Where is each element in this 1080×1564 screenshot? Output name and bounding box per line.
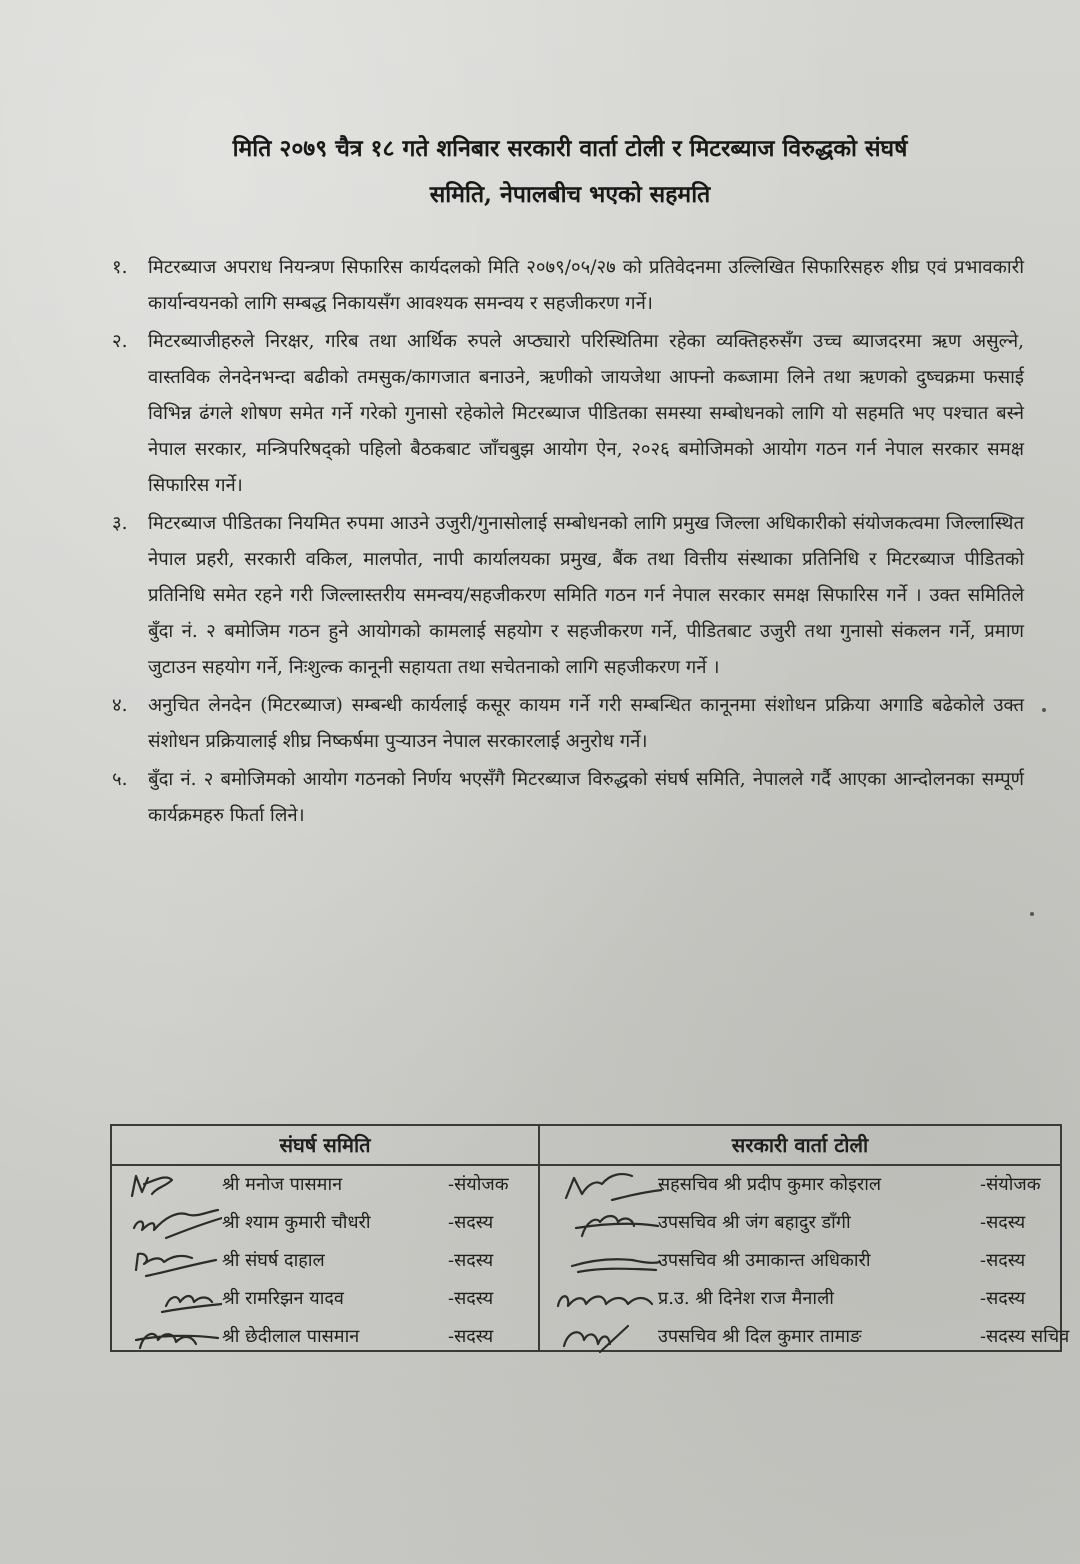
point-number: ३. [112,513,128,534]
signatory-name: उपसचिव श्री दिल कुमार तामाङ [658,1326,862,1347]
government-team-heading: सरकारी वार्ता टोली [540,1126,1060,1166]
point-text: मिटरब्याज पीडितका नियमित रुपमा आउने उजुरी/गुनासोलाई सम्बोधनको लागि प्रमुख जिल्ला अधिकारीको संयोजकत्वमा जिल्लास्थित नेपाल प्रहरी, सरकारी वकिल, मालपोत, नापी कार्यालयका प्रमुख, बैंक तथा वित्तीय संस्थाका प्रतिनिधि र मिटरब्याज पीडितको प्रतिनिधि समेत रहने गरी जिल्लास्तरीय समन्वय/सहजीकरण समिति गठन गर्न नेपाल सरकार समक्ष सिफारिस गर्ने । उक्त समितिले बुँदा नं. २ बमोजिम गठन हुने आयोगको कामलाई सहयोग र सहजीकरण गर्ने, पीडितबाट उजुरी तथा गुनासो संकलन गर्ने, प्रमाण जुटाउन सहयोग गर्ने, निःशुल्क कानूनी सहायता तथा सचेतनाको लागि सहजीकरण गर्ने । [148,513,1024,678]
signatory-row [540,1280,1060,1318]
signatory-row [112,1280,538,1318]
signatory-name: उपसचिव श्री उमाकान्त अधिकारी [658,1250,871,1271]
handwritten-signature [126,1208,222,1240]
signatory-name: श्री संघर्ष दाहाल [222,1250,325,1271]
title-line-2: समिति, नेपालबीच भएको सहमति [429,181,711,208]
signatory-role: -सदस्य [980,1288,1026,1309]
signatory-role: -सदस्य सचिव [980,1326,1070,1347]
agreement-points [112,250,1024,836]
signatory-row [112,1166,538,1204]
signatory-role: -सदस्य [980,1212,1026,1233]
handwritten-signature [126,1170,222,1202]
signatory-name: श्री श्याम कुमारी चौधरी [222,1212,371,1233]
signatory-name: श्री मनोज पासमान [222,1174,343,1195]
agreement-point-2 [112,324,1024,504]
paper-speck [1042,708,1046,712]
point-number: ५. [112,769,128,790]
point-text: मिटरब्याजीहरुले निरक्षर, गरिब तथा आर्थिक रुपले अप्ठ्यारो परिस्थितिमा रहेका व्यक्तिहरुसँग उच्च ब्याजदरमा ऋण असुल्ने, वास्तविक लेनदेनभन्दा बढीको तमसुक/कागजात बनाउने, ऋणीको जायजेथा आफ्नो कब्जामा लिने तथा ऋणको दुष्चक्रमा फसाई विभिन्न ढंगले शोषण समेत गर्ने गरेको गुनासो रहेकोले मिटरब्याज पीडितका समस्या सम्बोधनको लागि यो सहमति भए पश्चात बस्ने नेपाल सरकार, मन्त्रिपरिषद्को पहिलो बैठकबाट जाँचबुझ आयोग ऐन, २०२६ बमोजिमको आयोग गठन गर्न नेपाल सरकार समक्ष सिफारिस गर्ने। [148,331,1024,496]
signatory-role: -संयोजक [980,1174,1041,1195]
signatory-name: श्री रामरिझन यादव [222,1288,344,1309]
signatory-row [112,1318,538,1356]
point-number: १. [112,257,128,278]
agreement-point-4 [112,688,1024,760]
handwritten-signature [552,1246,662,1278]
signatory-row [540,1242,1060,1280]
paper-speck [1030,912,1034,916]
signatory-role: -सदस्य [448,1212,494,1233]
handwritten-signature [552,1284,662,1316]
struggle-committee-heading: संघर्ष समिति [112,1126,538,1166]
signatory-name: श्री छेदीलाल पासमान [222,1326,360,1347]
point-text: अनुचित लेनदेन (मिटरब्याज) सम्बन्धी कार्यलाई कसूर कायम गर्ने गरी सम्बन्धित कानूनमा संशोधन प्रक्रिया अगाडि बढेकोले उक्त संशोधन प्रक्रियालाई शीघ्र निष्कर्षमा पुऱ्याउन नेपाल सरकारलाई अनुरोध गर्ने। [148,695,1024,752]
handwritten-signature [126,1322,222,1354]
title-line-1: मिति २०७९ चैत्र १८ गते शनिबार सरकारी वार्ता टोली र मिटरब्याज विरुद्धको संघर्ष [232,135,908,162]
point-text: बुँदा नं. २ बमोजिमको आयोग गठनको निर्णय भएसँगै मिटरब्याज विरुद्धको संघर्ष समिति, नेपालले गर्दै आएका आन्दोलनका सम्पूर्ण कार्यक्रमहरु फिर्ता लिने। [148,769,1024,826]
handwritten-signature [552,1170,662,1202]
signatory-row [540,1166,1060,1204]
point-number: २. [112,331,128,352]
signatory-role: -सदस्य [448,1250,494,1271]
struggle-committee-column [112,1126,540,1350]
agreement-point-1 [112,250,1024,322]
handwritten-signature [552,1208,662,1240]
point-number: ४. [112,695,128,716]
government-team-column [540,1126,1070,1350]
agreement-point-3 [112,506,1024,686]
signatory-role: -सदस्य [980,1250,1026,1271]
handwritten-signature [552,1322,662,1354]
signatory-name: सहसचिव श्री प्रदीप कुमार कोइराल [658,1174,882,1195]
handwritten-signature [126,1284,222,1316]
signatory-role: -सदस्य [448,1326,494,1347]
signature-table [110,1124,1070,1352]
document-title [110,126,1030,218]
signatory-name: उपसचिव श्री जंग बहादुर डाँगी [658,1212,851,1233]
signatory-row [540,1204,1060,1242]
signatory-row [540,1318,1070,1356]
handwritten-signature [126,1246,222,1278]
signatory-name: प्र.उ. श्री दिनेश राज मैनाली [658,1288,834,1309]
point-text: मिटरब्याज अपराध नियन्त्रण सिफारिस कार्यदलको मिति २०७९/०५/२७ को प्रतिवेदनमा उल्लिखित सिफारिसहरु शीघ्र एवं प्रभावकारी कार्यान्वयनको लागि सम्बद्ध निकायसँग आवश्यक समन्वय र सहजीकरण गर्ने। [148,257,1024,314]
signatory-role: -संयोजक [448,1174,509,1195]
signatory-role: -सदस्य [448,1288,494,1309]
agreement-point-5 [112,762,1024,834]
signatory-row [112,1242,538,1280]
signatory-row [112,1204,538,1242]
